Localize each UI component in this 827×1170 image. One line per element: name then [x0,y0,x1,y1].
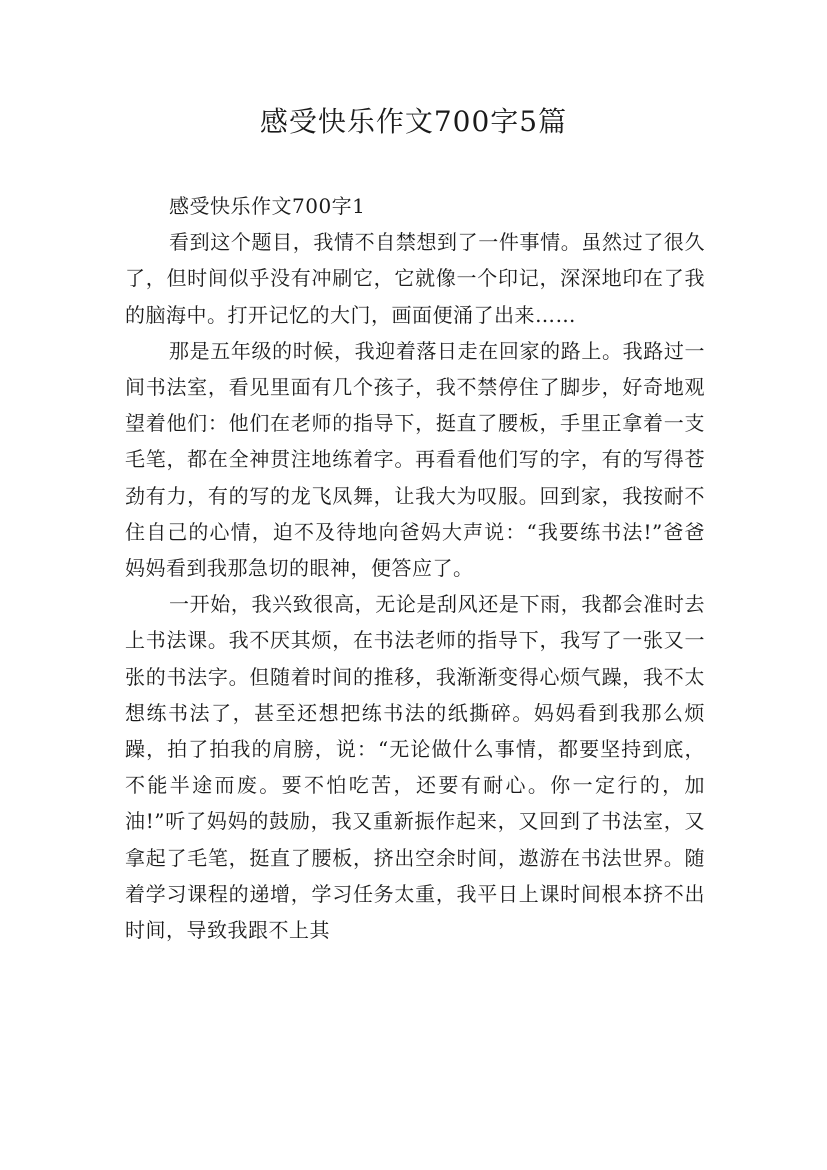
document-body [125,188,705,948]
document-title: 感受快乐作文700字5篇 [259,105,568,138]
paragraph-2: 那是五年级的时候，我迎着落日走在回家的路上。我路过一间书法室，看见里面有几个孩子，我不禁停住了脚步，好奇地观望着他们：他们在老师的指导下，挺直了腰板，手里正拿着一支毛笔，都在全神贯注地练着字。再看看他们写的字，有的写得苍劲有力，有的写的龙飞凤舞，让我大为叹服。回到家，我按耐不住自己的心情，迫不及待地向爸妈大声说：“我要练书法!”爸爸妈妈看到我那急切的眼神，便答应了。 [125,338,705,581]
section-heading: 感受快乐作文700字1 [169,194,366,218]
paragraph-3: 一开始，我兴致很高，无论是刮风还是下雨，我都会准时去上书法课。我不厌其烦，在书法老师的指导下，我写了一张又一张的书法字。但随着时间的推移，我渐渐变得心烦气躁，我不太想练书法了，甚至还想把练书法的纸撕碎。妈妈看到我那么烦躁，拍了拍我的肩膀，说：“无论做什么事情，都要坚持到底，不能半途而废。要不怕吃苦，还要有耐心。你一定行的，加油!”听了妈妈的鼓励，我又重新振作起来，又回到了书法室，又拿起了毛笔，挺直了腰板，挤出空余时间，遨游在书法世界。随着学习课程的递增，学习任务太重，我平日上课时间根本挤不出时间，导致我跟不上其 [125,592,705,943]
paragraph-1: 看到这个题目，我情不自禁想到了一件事情。虽然过了很久了，但时间似乎没有冲刷它，它就像一个印记，深深地印在了我的脑海中。打开记忆的大门，画面便涌了出来…… [125,230,705,327]
